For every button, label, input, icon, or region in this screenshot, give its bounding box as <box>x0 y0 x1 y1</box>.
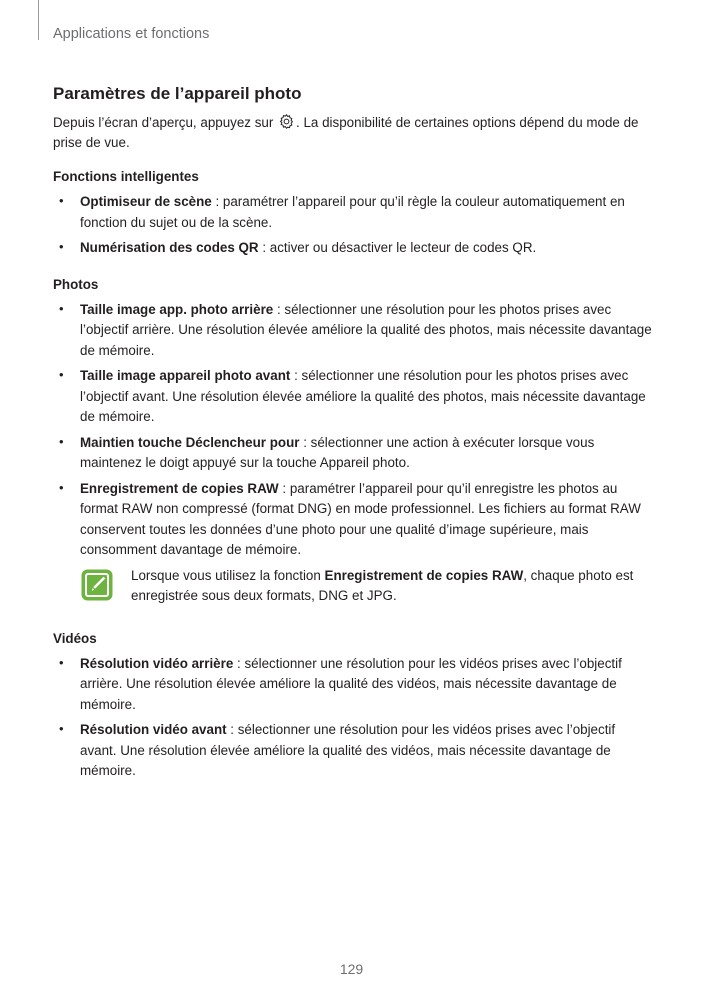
option-term: Résolution vidéo arrière <box>80 655 234 671</box>
list-item <box>53 433 653 474</box>
note-pencil-icon <box>80 568 114 602</box>
note-term: Enregistrement de copies RAW <box>324 567 524 583</box>
option-term: Numérisation des codes QR <box>80 240 259 255</box>
intro-text-before: Depuis l’écran d’aperçu, appuyez sur <box>53 115 278 130</box>
option-term: Enregistrement de copies RAW <box>80 480 279 496</box>
section-title: Vidéos <box>53 630 97 646</box>
section-videos <box>53 631 653 782</box>
option-term: Résolution vidéo avant <box>80 722 227 737</box>
option-list <box>53 654 653 782</box>
note-text-after: , chaque photo est enregistrée sous deux formats, DNG et JPG. <box>131 567 634 603</box>
option-term: Taille image app. photo arrière <box>80 301 274 317</box>
gear-icon <box>278 113 295 130</box>
option-term: Maintien touche Déclencheur pour <box>80 434 300 450</box>
option-desc: : sélectionner une résolution pour les vidéos prises avec l’objectif avant. Une résolution élevée améliore la qualité des vidéos, mais nécessite davantage de mémoire. <box>80 722 616 778</box>
option-term: Taille image appareil photo avant <box>80 368 291 383</box>
list-item <box>53 238 653 259</box>
section-smart-functions <box>53 169 653 259</box>
option-desc: : activer ou désactiver le lecteur de codes QR. <box>258 240 537 255</box>
bullet: • <box>59 193 64 208</box>
page-title: Paramètres de l’appareil photo <box>53 84 302 103</box>
intro-paragraph <box>53 113 653 153</box>
option-desc: : sélectionner une résolution pour les photos prises avec l’objectif avant. Une résolution élevée améliore la qualité des photos, mais nécessite davantage de mémoire. <box>80 368 646 424</box>
bullet: • <box>59 479 64 495</box>
list-item <box>53 654 653 716</box>
option-term: Optimiseur de scène <box>80 194 212 209</box>
section-photos <box>53 277 653 607</box>
list-item <box>53 192 653 233</box>
option-desc: : sélectionner une résolution pour les photos prises avec l’objectif arrière. Une résolution élevée améliore la qualité des photos, mais nécessite davantage de mémoire. <box>80 301 652 358</box>
bullet: • <box>59 721 64 736</box>
intro-text-after: . La disponibilité de certaines options dépend du mode de prise de vue. <box>53 115 639 150</box>
option-list <box>53 192 653 259</box>
option-list <box>53 300 653 561</box>
header-divider <box>38 0 39 40</box>
note-text-before: Lorsque vous utilisez la fonction <box>131 567 325 583</box>
section-title: Fonctions intelligentes <box>53 169 199 184</box>
bullet: • <box>59 433 64 449</box>
list-item <box>53 479 653 561</box>
bullet: • <box>59 300 64 316</box>
page-content <box>53 84 653 787</box>
note-box <box>80 566 653 607</box>
list-item <box>53 720 653 782</box>
option-desc: : sélectionner une résolution pour les vidéos prises avec l’objectif arrière. Une résolution élevée améliore la qualité des vidéos, mais nécessite davantage de mémoire. <box>80 655 622 712</box>
list-item <box>53 300 653 362</box>
option-desc: : sélectionner une action à exécuter lorsque vous maintenez le doigt appuyé sur la touche Appareil photo. <box>80 434 595 470</box>
bullet: • <box>59 367 64 382</box>
bullet: • <box>59 239 64 254</box>
option-desc: : paramétrer l’appareil pour qu’il règle la couleur automatiquement en fonction du sujet ou de la scène. <box>80 194 625 230</box>
list-item <box>53 366 653 428</box>
option-desc: : paramétrer l’appareil pour qu’il enregistre les photos au format RAW non compressé (format DNG) en mode professionnel. Les fichiers au format RAW conservent toutes les données d’une photo pour une qualité d’image supérieure, mais consomment davantage de mémoire. <box>80 480 641 557</box>
section-header: Applications et fonctions <box>53 26 210 42</box>
section-title: Photos <box>53 276 99 292</box>
page-number: 129 <box>339 961 364 977</box>
bullet: • <box>59 654 64 670</box>
